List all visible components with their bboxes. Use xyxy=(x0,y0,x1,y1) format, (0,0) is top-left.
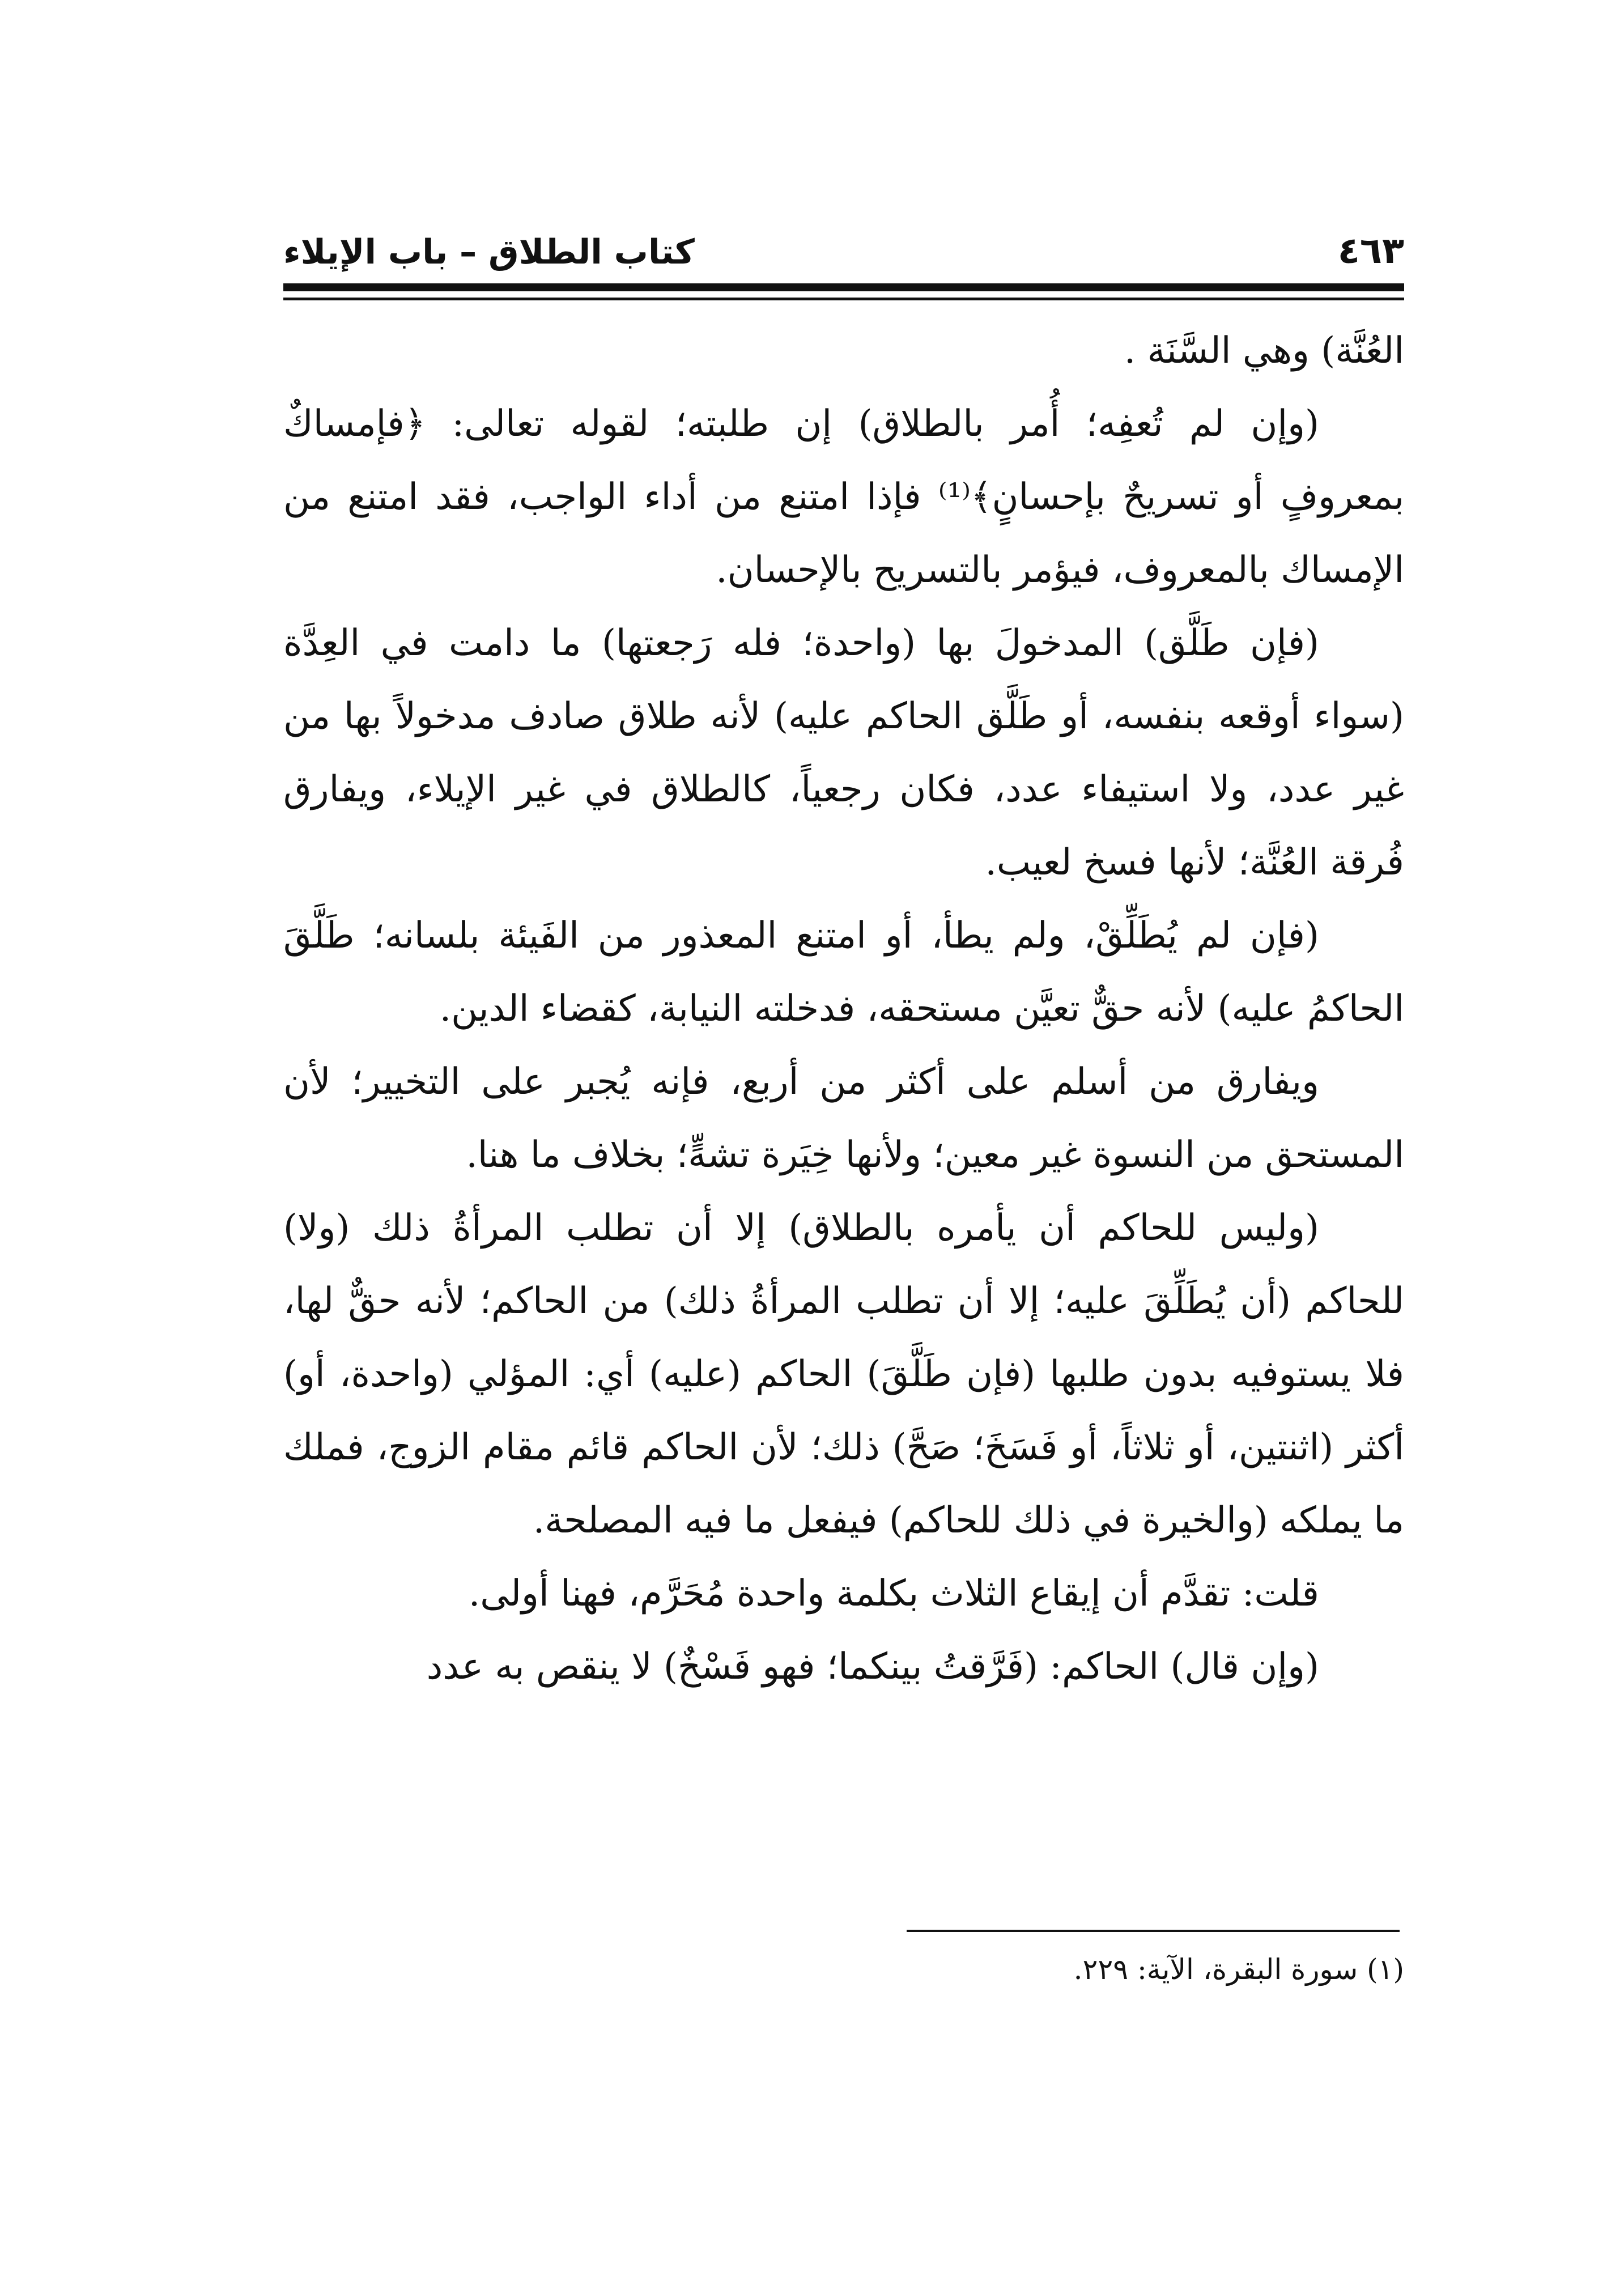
paragraph-judge-divorces: (فإن لم يُطَلِّقْ، ولم يطأ، أو امتنع المعذور من الفَيئة بلسانه؛ طَلَّقَ الحاكمُ عليه) لأنه حقٌّ تعيَّن مستحقه، فدخلته النيابة، كقضاء الدين. xyxy=(283,915,1404,1030)
running-head xyxy=(283,210,1404,272)
footnote: (١) سورة البقرة، الآية: ٢٢٩. xyxy=(1073,1953,1404,1986)
header-rule-thick xyxy=(283,283,1404,291)
running-head-title: كتاب الطلاق – باب الإيلاء xyxy=(283,232,695,272)
header-rule-thin xyxy=(283,298,1404,300)
main-text xyxy=(283,315,1404,1704)
paragraph-commentary: قلت: تقدَّم أن إيقاع الثلاث بكلمة واحدة مُحَرَّم، فهنا أولى. xyxy=(468,1573,1319,1615)
paragraph-order-to-divorce: (وإن لم تُعفِه؛ أُمر بالطلاق) إن طلبته؛ لقوله تعالى: ﴿فإمساكٌ بمعروفٍ أو تسريحٌ بإحسانٍ﴾⁽¹⁾ فإذا امتنع من أداء الواجب، فقد امتنع من الإمساك بالمعروف، فيؤمر بالتسريح بالإحسان. xyxy=(283,403,1405,591)
paragraph-separation: (وإن قال) الحاكم: (فَرَّقتُ بينكما؛ فهو فَسْخٌ) لا ينقص به عدد xyxy=(426,1646,1319,1688)
footnote-separator xyxy=(907,1930,1400,1932)
paragraph-comparison: ويفارق من أسلم على أكثر من أربع، فإنه يُجبر على التخيير؛ لأن المستحق من النسوة غير معين؛ ولأنها خِيَرة تشهٍّ؛ بخلاف ما هنا. xyxy=(283,1061,1404,1176)
paragraph-continuation: العُنَّة) وهي السَّنَة . xyxy=(1124,330,1404,372)
page-number: ٤٦٣ xyxy=(1337,230,1404,272)
paragraph-revocable-divorce: (فإن طَلَّق) المدخولَ بها (واحدة؛ فله رَجعتها) ما دامت في العِدَّة (سواء أوقعه بنفسه، أو طَلَّق الحاكم عليه) لأنه طلاق صادف مدخولاً بها من غير عدد، ولا استيفاء عدد، فكان رجعياً، كالطلاق في غير الإيلاء، ويفارق فُرقة العُنَّة؛ لأنها فسخ لعيب. xyxy=(283,622,1405,884)
paragraph-judge-authority: (وليس للحاكم أن يأمره بالطلاق) إلا أن تطلب المرأةُ ذلك (ولا) للحاكم (أن يُطَلِّقَ عليه؛ إلا أن تطلب المرأةُ ذلك) من الحاكم؛ لأنه حقٌّ لها، فلا يستوفيه بدون طلبها (فإن طَلَّقَ) الحاكم (عليه) أي: المؤلي (واحدة، أو) أكثر (اثنتين، أو ثلاثاً، أو فَسَخَ؛ صَحَّ) ذلك؛ لأن الحاكم قائم مقام الزوج، فملك ما يملكه (والخيرة في ذلك للحاكم) فيفعل ما فيه المصلحة. xyxy=(283,1207,1404,1542)
